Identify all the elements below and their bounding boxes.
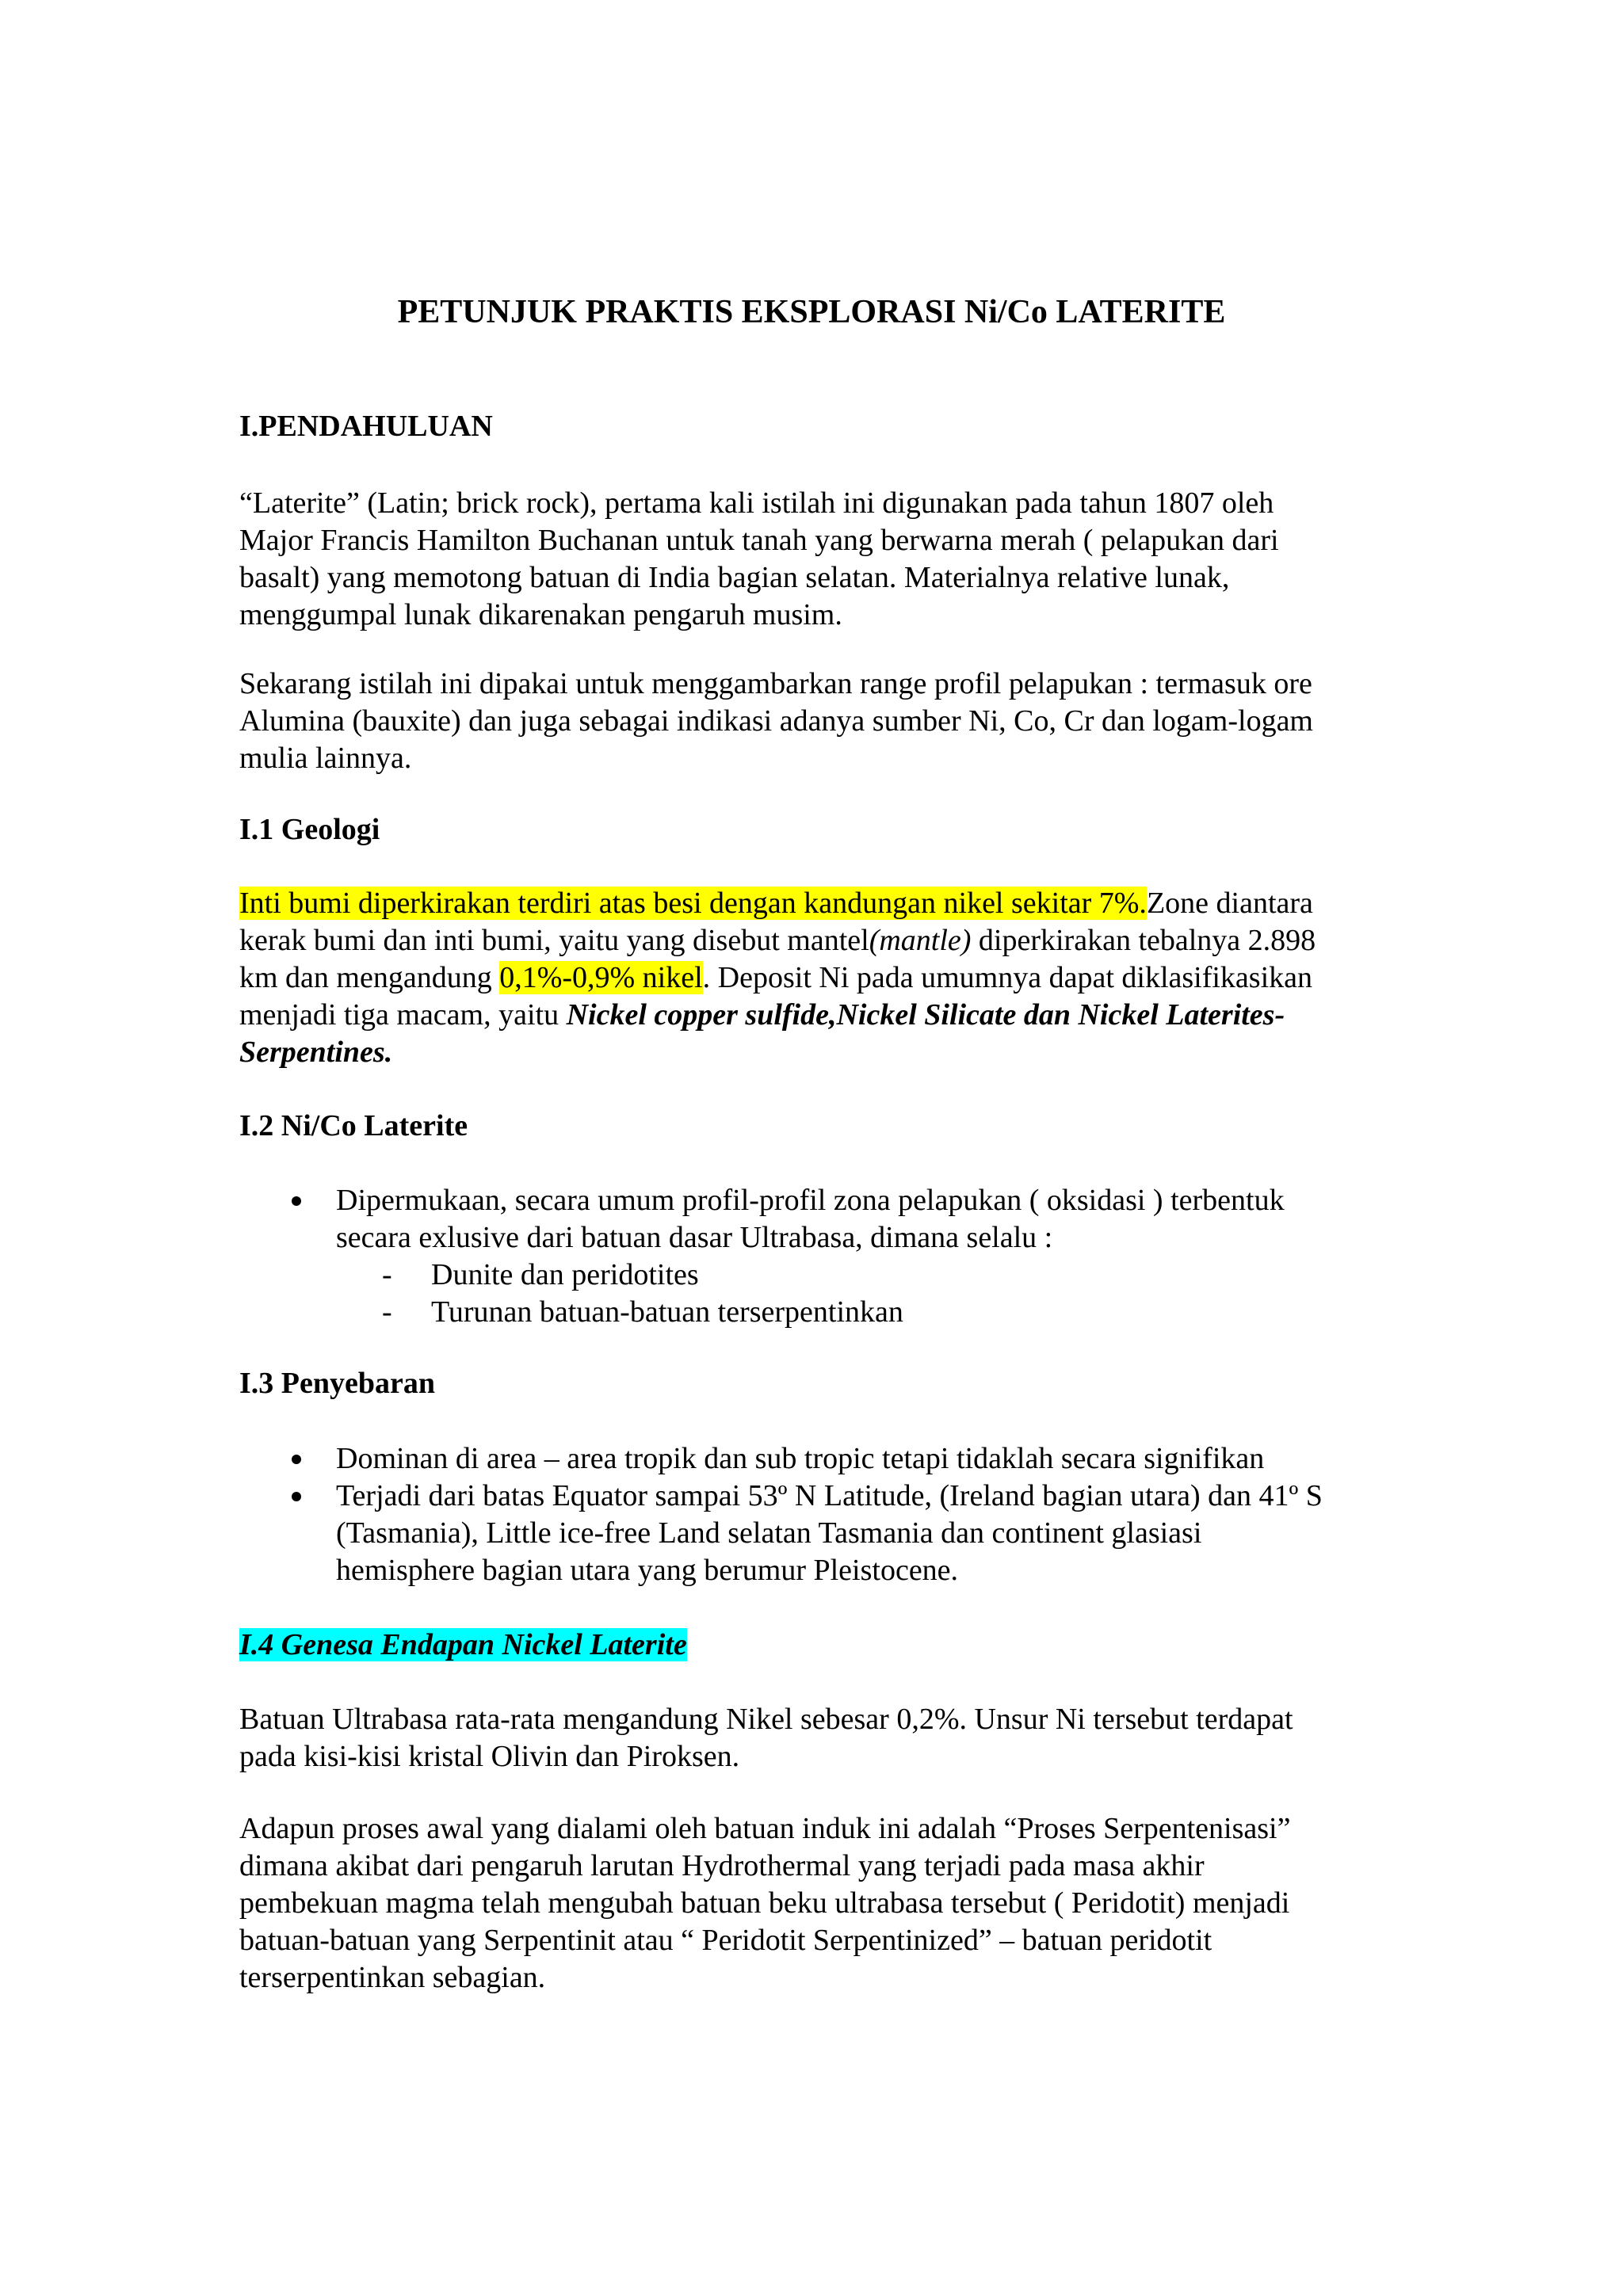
heading-laterite: I.2 Ni/Co Laterite xyxy=(239,1109,468,1142)
text-line: basalt) yang memotong batuan di India bagian selatan. Materialnya relative lunak, xyxy=(239,561,1230,594)
heading-genesa xyxy=(239,1627,687,1664)
text-line: Dipermukaan, secara umum profil-profil zona pelapukan ( oksidasi ) terbentuk xyxy=(336,1184,1285,1217)
text-line: pada kisi-kisi kristal Olivin dan Piroksen. xyxy=(239,1740,740,1773)
paragraph-genesa-1 xyxy=(239,1701,1396,1775)
highlighted-text: Inti bumi diperkirakan terdiri atas besi dengan kandungan nikel sekitar 7%. xyxy=(239,887,1147,920)
bullet-list-laterite xyxy=(239,1182,1412,1331)
text-line: Batuan Ultrabasa rata-rata mengandung Nikel sebesar 0,2%. Unsur Ni tersebut terdapat xyxy=(239,1703,1293,1736)
text-line: secara exlusive dari batuan dasar Ultrabasa, dimana selalu : xyxy=(336,1221,1053,1254)
text-line: menggumpal lunak dikarenakan pengaruh musim. xyxy=(239,598,842,631)
bullet-list-penyebaran xyxy=(239,1440,1412,1589)
text-line: mulia lainnya. xyxy=(239,742,412,775)
text-line: dimana akibat dari pengaruh larutan Hydrothermal yang terjadi pada masa akhir xyxy=(239,1849,1205,1882)
paragraph-genesa-2 xyxy=(239,1810,1396,1997)
italic-text: (mantle) xyxy=(869,924,972,957)
text-line: batuan-batuan yang Serpentinit atau “ Peridotit Serpentinized” – batuan peridotit xyxy=(239,1924,1212,1957)
paragraph-pendahuluan-1 xyxy=(239,485,1396,634)
bold-italic-text: Nickel copper sulfide,Nickel Silicate dan Nickel Laterites- xyxy=(566,998,1285,1032)
list-item xyxy=(239,1294,1412,1331)
text-line: hemisphere bagian utara yang berumur Pleistocene. xyxy=(336,1554,959,1587)
dash-icon: - xyxy=(382,1295,392,1329)
bold-italic-text: Serpentines. xyxy=(239,1035,393,1069)
text-line: Dunite dan peridotites xyxy=(431,1258,699,1291)
text-line: Adapun proses awal yang dialami oleh batuan induk ini adalah “Proses Serpentenisasi” xyxy=(239,1812,1291,1845)
text-line xyxy=(239,1034,1396,1071)
text-line: (Tasmania), Little ice-free Land selatan Tasmania dan continent glasiasi xyxy=(336,1516,1202,1550)
text-segment: km dan mengandung xyxy=(239,961,500,994)
list-item xyxy=(239,1478,1412,1589)
list-item xyxy=(239,1257,1412,1294)
bullet-icon xyxy=(292,1455,301,1464)
text-line: Sekarang istilah ini dipakai untuk menggambarkan range profil pelapukan : termasuk ore xyxy=(239,667,1312,700)
dash-icon: - xyxy=(382,1258,392,1291)
text-line: Dominan di area – area tropik dan sub tropic tetapi tidaklah secara signifikan xyxy=(336,1442,1265,1475)
text-line: Terjadi dari batas Equator sampai 53º N Latitude, (Ireland bagian utara) dan 41º S xyxy=(336,1479,1323,1512)
text-segment: diperkirakan tebalnya 2.898 xyxy=(971,924,1316,957)
text-line xyxy=(239,997,1396,1034)
text-line: Turunan batuan-batuan terserpentinkan xyxy=(431,1295,903,1329)
text-segment: kerak bumi dan inti bumi, yaitu yang disebut mantel xyxy=(239,924,869,957)
highlighted-heading: I.4 Genesa Endapan Nickel Laterite xyxy=(239,1628,687,1661)
list-item xyxy=(239,1440,1412,1478)
bullet-icon xyxy=(292,1196,301,1206)
paragraph-geologi xyxy=(239,885,1396,1071)
text-line xyxy=(239,959,1396,997)
heading-penyebaran: I.3 Penyebaran xyxy=(239,1367,435,1400)
text-line: “Laterite” (Latin; brick rock), pertama kali istilah ini digunakan pada tahun 1807 oleh xyxy=(239,486,1274,520)
heading-pendahuluan: I.PENDAHULUAN xyxy=(239,410,493,443)
paragraph-pendahuluan-2 xyxy=(239,666,1396,777)
text-segment: . Deposit Ni pada umumnya dapat diklasifikasikan xyxy=(702,961,1313,994)
text-line: Alumina (bauxite) dan juga sebagai indikasi adanya sumber Ni, Co, Cr dan logam-logam xyxy=(239,704,1313,738)
list-item xyxy=(239,1182,1412,1257)
document-title: PETUNJUK PRAKTIS EKSPLORASI Ni/Co LATERITE xyxy=(397,294,1226,330)
text-segment: menjadi tiga macam, yaitu xyxy=(239,998,567,1032)
text-segment: Zone diantara xyxy=(1146,887,1313,920)
highlighted-text: 0,1%-0,9% nikel xyxy=(499,961,703,994)
text-line xyxy=(239,922,1396,959)
text-line: Major Francis Hamilton Buchanan untuk tanah yang berwarna merah ( pelapukan dari xyxy=(239,524,1279,557)
text-line: terserpentinkan sebagian. xyxy=(239,1961,546,1994)
text-line xyxy=(239,885,1396,922)
bullet-icon xyxy=(292,1492,301,1501)
heading-geologi: I.1 Geologi xyxy=(239,813,380,846)
text-line: pembekuan magma telah mengubah batuan beku ultrabasa tersebut ( Peridotit) menjadi xyxy=(239,1886,1290,1920)
